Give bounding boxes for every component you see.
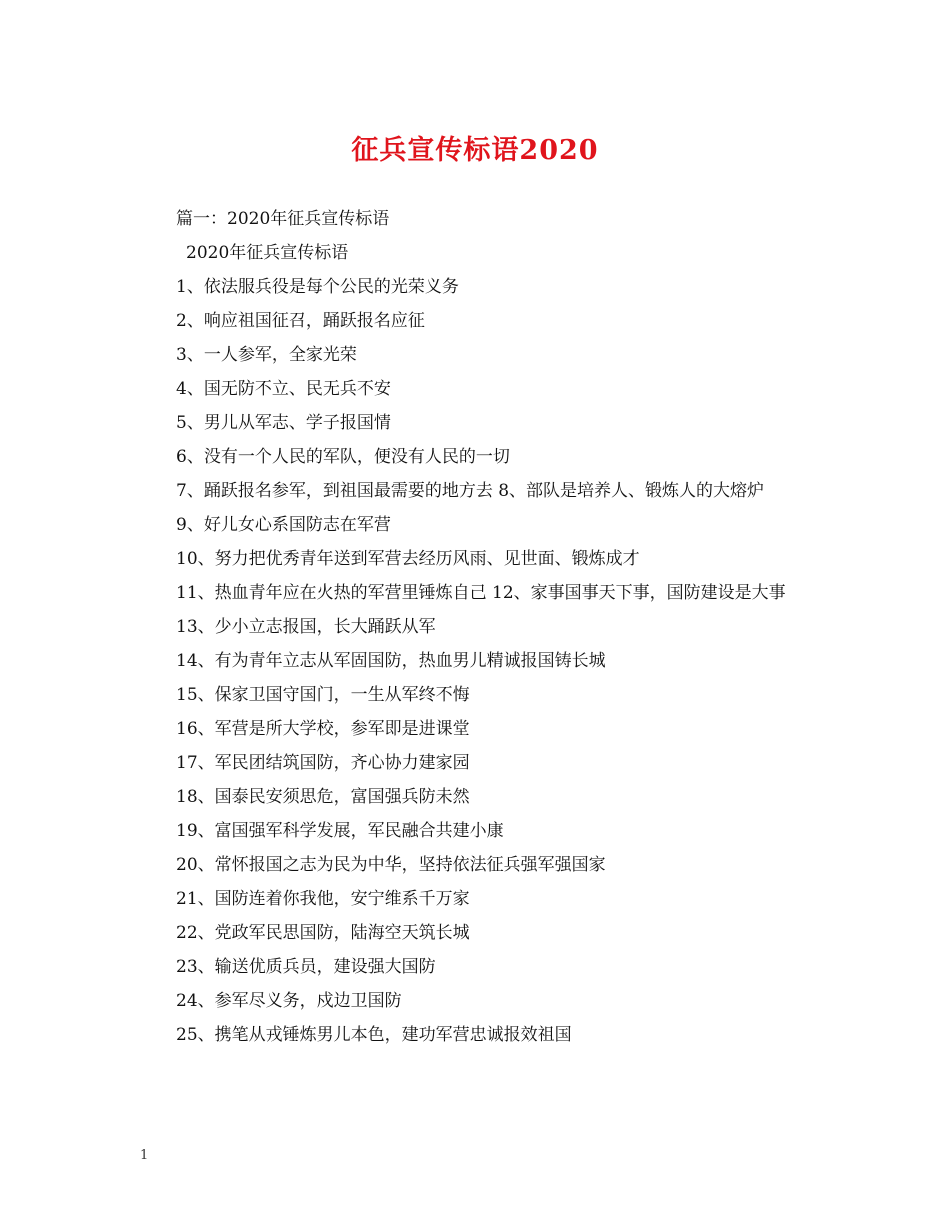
list-item: 24、参军尽义务，戍边卫国防 (176, 991, 402, 1011)
list-item: 22、党政军民思国防，陆海空天筑长城 (176, 923, 470, 943)
list-item: 4、国无防不立、民无兵不安 (176, 379, 391, 399)
list-item: 2、响应祖国征召，踊跃报名应征 (176, 311, 425, 331)
list-item: 16、军营是所大学校，参军即是进课堂 (176, 719, 470, 739)
document-body (140, 202, 818, 1052)
list-item: 14、有为青年立志从军固国防，热血男儿精诚报国铸长城 (176, 651, 606, 671)
list-item: 18、国泰民安须思危，富国强兵防未然 (176, 787, 470, 807)
list-item: 19、富国强军科学发展，军民融合共建小康 (176, 821, 504, 841)
list-item: 7、踊跃报名参军，到祖国最需要的地方去 8、部队是培养人、锻炼人的大熔炉 (176, 481, 765, 501)
list-item: 1、依法服兵役是每个公民的光荣义务 (176, 277, 459, 297)
list-item: 25、携笔从戎锤炼男儿本色，建功军营忠诚报效祖国 (176, 1025, 572, 1045)
list-item: 23、输送优质兵员，建设强大国防 (176, 957, 436, 977)
list-item: 15、保家卫国守国门，一生从军终不悔 (176, 685, 470, 705)
list-item: 5、男儿从军志、学子报国情 (176, 413, 391, 433)
list-item: 10、努力把优秀青年送到军营去经历风雨、见世面、锻炼成才 (176, 549, 640, 569)
list-item: 21、国防连着你我他，安宁维系千万家 (176, 889, 470, 909)
list-item: 3、一人参军，全家光荣 (176, 345, 357, 365)
list-item: 13、少小立志报国，长大踊跃从军 (176, 617, 436, 637)
list-item: 9、好儿女心系国防志在军营 (176, 515, 391, 535)
page-number: 1 (140, 1148, 149, 1163)
list-item: 11、热血青年应在火热的军营里锤炼自己 12、家事国事天下事，国防建设是大事 (176, 583, 786, 603)
section-heading: 篇一：2020年征兵宣传标语 (176, 209, 390, 229)
subheading: 2020年征兵宣传标语 (186, 243, 349, 263)
document-title: 征兵宣传标语2020 (351, 135, 599, 166)
list-item: 17、军民团结筑国防，齐心协力建家园 (176, 753, 470, 773)
list-item: 6、没有一个人民的军队，便没有人民的一切 (176, 447, 510, 467)
list-item: 20、常怀报国之志为民为中华，坚持依法征兵强军强国家 (176, 855, 606, 875)
